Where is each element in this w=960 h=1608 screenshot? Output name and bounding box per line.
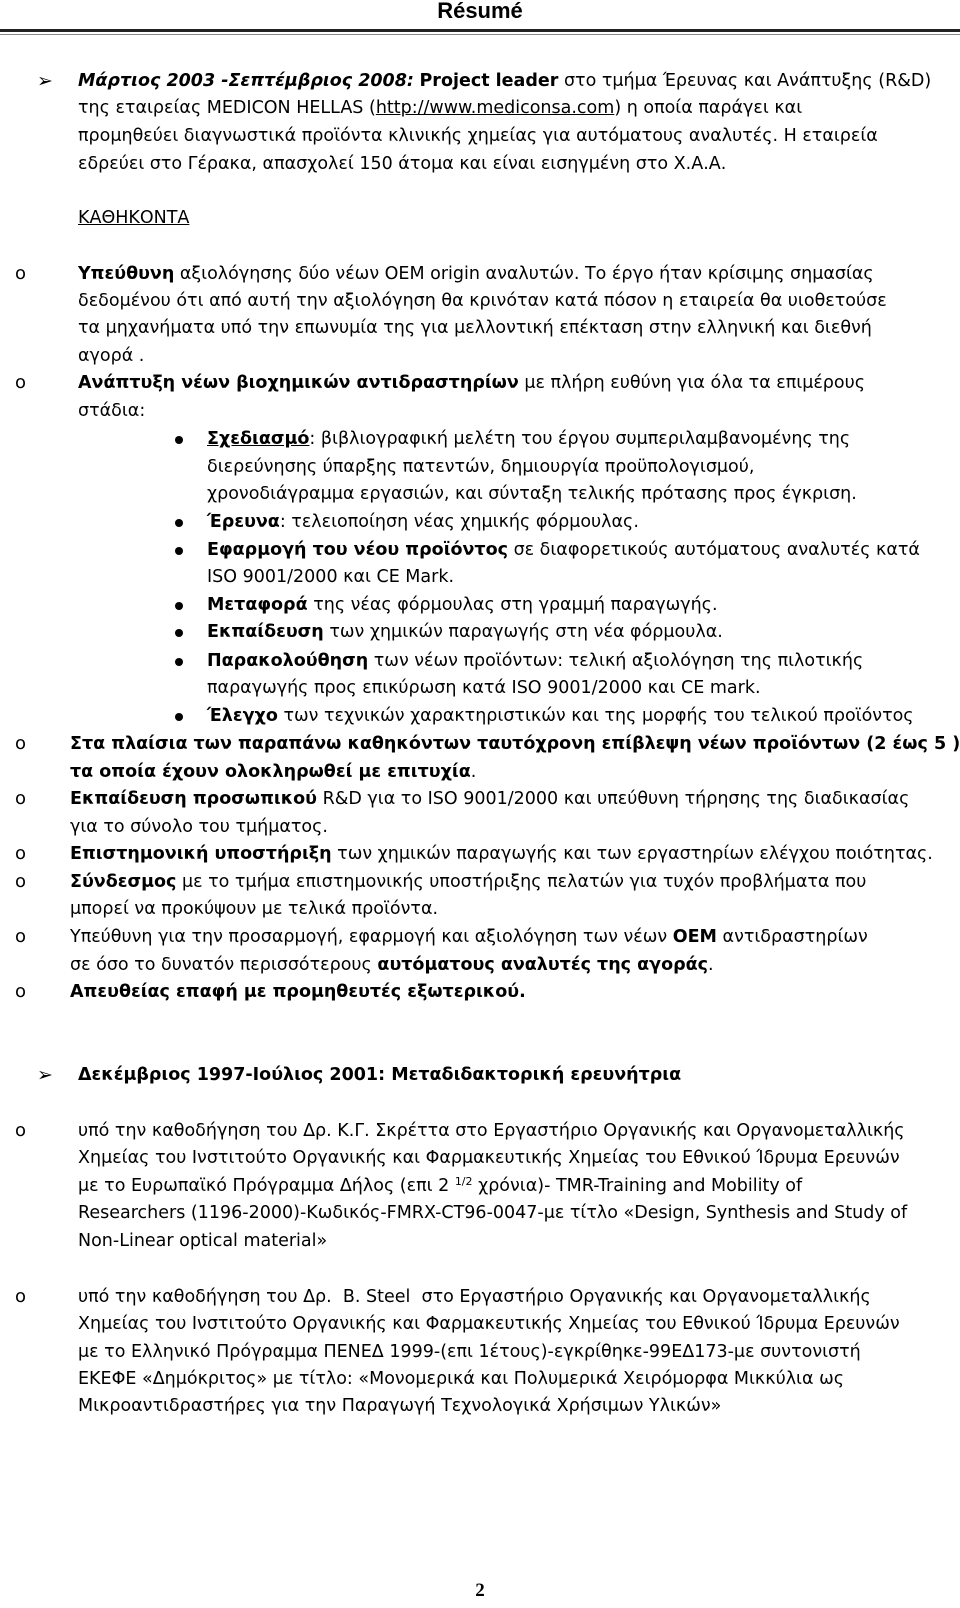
circle-bullet-icon: o <box>15 733 27 754</box>
section-heading: Δεκέμβριος 1997-Ιούλιος 2001: Μεταδιδακτορική ερευνήτρια <box>78 1065 682 1085</box>
bullet-dot-icon <box>175 658 183 666</box>
stage-item-cont: διερεύνησης ύπαρξης πατεντών, δημιουργία προϋπολογισμού, <box>207 457 755 477</box>
arrow-bullet-icon: ➢ <box>37 1064 53 1086</box>
title-rule-thin <box>0 34 960 35</box>
circle-bullet-icon: o <box>15 788 27 809</box>
duty-item-cont: μπορεί να προκύψουν με τελικά προϊόντα. <box>70 899 439 919</box>
stage-item-cont: ISO 9001/2000 και CE Mark. <box>207 567 455 587</box>
job-entry-line: εδρεύει στο Γέρακα, απασχολεί 150 άτομα και είναι εισηγμένη στο Χ.Α.Α. <box>78 154 727 174</box>
duty-item: Απευθείας επαφή με προμηθευτές εξωτερικού. <box>70 982 526 1002</box>
research-item-cont: Non-Linear optical material» <box>78 1231 328 1251</box>
duty-item-cont: σε όσο το δυνατόν περισσότερους αυτόματους αναλυτές της αγοράς. <box>70 955 714 975</box>
duty-item: Στα πλαίσια των παραπάνω καθηκόντων ταυτόχρονη επίβλεψη νέων προϊόντων (2 έως 5 ) <box>70 734 960 754</box>
duty-item: Υπεύθυνη για την προσαρμογή, εφαρμογή και αξιολόγηση των νέων OEM αντιδραστηρίων <box>70 927 868 947</box>
research-item-cont: με το Ευρωπαϊκό Πρόγραμμα Δήλος (επι 2 $^{1/2}$ χρόνια)- TMR-Training and Mobility of <box>78 1175 803 1196</box>
stage-item-cont: παραγωγής προς επικύρωση κατά ISO 9001/2000 και CE mark. <box>207 678 761 698</box>
stage-item: Έλεγχο των τεχνικών χαρακτηριστικών και της μορφής του τελικού προϊόντος <box>207 706 914 726</box>
duty-item: Υπεύθυνη αξιολόγησης δύο νέων OEM origin αναλυτών. Το έργο ήταν κρίσιμης σημασίας <box>78 264 874 284</box>
bullet-dot-icon <box>175 713 183 721</box>
duty-item: Επιστημονική υποστήριξη των χημικών παραγωγής και των εργαστηρίων ελέγχου ποιότητας. <box>70 844 933 864</box>
page-number: 2 <box>475 1580 485 1601</box>
research-item-cont: ΕΚΕΦΕ «Δημόκριτος» με τίτλο: «Μονομερικά και Πολυμερικά Χειρόμορφα Μικκύλια ως <box>78 1369 844 1389</box>
job-entry-line: Μάρτιος 2003 -Σεπτέμβριος 2008: Project leader στο τμήμα Έρευνας και Ανάπτυξης (R&D) <box>78 71 932 91</box>
stage-item: Έρευνα: τελειοποίηση νέας χημικής φόρμουλας. <box>207 512 639 532</box>
bullet-dot-icon <box>175 519 183 527</box>
research-item-cont: Researchers (1196-2000)-Κωδικός-FMRX-CT96-0047-με τίτλο «Design, Synthesis and Study of <box>78 1203 908 1223</box>
circle-bullet-icon: o <box>15 263 27 284</box>
duty-item-cont: για το σύνολο του τμήματος. <box>70 817 328 837</box>
bullet-dot-icon <box>175 436 183 444</box>
research-item-cont: Χημείας του Ινστιτούτο Οργανικής και Φαρμακευτικής Χημείας του Εθνικού Ίδρυμα Ερευνών <box>78 1148 900 1168</box>
research-item: υπό την καθοδήγηση του Δρ. B. Steel στο Εργαστήριο Οργανικής και Οργανομεταλλικής <box>78 1287 871 1307</box>
bullet-dot-icon <box>175 547 183 555</box>
circle-bullet-icon: o <box>15 1286 27 1307</box>
circle-bullet-icon: o <box>15 926 27 947</box>
duty-item: Εκπαίδευση προσωπικού R&D για το ISO 9001/2000 και υπεύθυνη τήρησης της διαδικασίας <box>70 789 910 809</box>
stage-item: Εκπαίδευση των χημικών παραγωγής στη νέα φόρμουλα. <box>207 622 723 642</box>
company-link[interactable]: http://www.mediconsa.com <box>375 98 615 118</box>
circle-bullet-icon: o <box>15 1120 27 1141</box>
duty-item: Ανάπτυξη νέων βιοχημικών αντιδραστηρίων με πλήρη ευθύνη για όλα τα επιμέρους <box>78 373 866 393</box>
job-entry-line: προμηθεύει διαγνωστικά προϊόντα κλινικής χημείας για αυτόματους αναλυτές. Η εταιρεία <box>78 126 878 146</box>
page-title: Résumé <box>437 0 523 23</box>
duty-item-cont: τα οποία έχουν ολοκληρωθεί με επιτυχία. <box>70 762 477 782</box>
bullet-dot-icon <box>175 629 183 637</box>
circle-bullet-icon: o <box>15 981 27 1002</box>
stage-item: Σχεδιασμό: βιβλιογραφική μελέτη του έργου συμπεριλαμβανομένης της <box>207 429 851 449</box>
duty-item: Σύνδεσμος με το τμήμα επιστημονικής υποστήριξης πελατών για τυχόν προβλήματα που <box>70 872 867 892</box>
research-item-cont: Χημείας του Ινστιτούτο Οργανικής και Φαρμακευτικής Χημείας του Εθνικού Ίδρυμα Ερευνών <box>78 1314 900 1334</box>
title-rule <box>0 29 960 32</box>
duty-item-cont: στάδια: <box>78 401 146 421</box>
circle-bullet-icon: o <box>15 372 27 393</box>
stage-item: Παρακολούθηση των νέων προϊόντων: τελική αξιολόγηση της πιλοτικής <box>207 651 864 671</box>
research-item: υπό την καθοδήγηση του Δρ. Κ.Γ. Σκρέττα στο Εργαστήριο Οργανικής και Οργανομεταλλικής <box>78 1121 905 1141</box>
job-entry-line: της εταιρείας MEDICON HELLAS (http://www.mediconsa.com) η οποία παράγει και <box>78 98 803 118</box>
circle-bullet-icon: o <box>15 871 27 892</box>
arrow-bullet-icon: ➢ <box>37 70 53 92</box>
circle-bullet-icon: o <box>15 843 27 864</box>
research-item-cont: με το Ελληνικό Πρόγραμμα ΠΕΝΕΔ 1999-(επι 1έτους)-εγκρίθηκε-99ΕΔ173-με συντονιστή <box>78 1342 861 1362</box>
research-item-cont: Μικροαντιδραστήρες για την Παραγωγή Τεχνολογικά Χρήσιμων Υλικών» <box>78 1396 722 1416</box>
duty-item-cont: τα μηχανήματα υπό την επωνυμία της για μελλοντική επέκταση στην ελληνική και διεθνή <box>78 318 872 338</box>
stage-item: Εφαρμογή του νέου προϊόντος σε διαφορετικούς αυτόματους αναλυτές κατά <box>207 540 920 560</box>
duty-item-cont: αγορά . <box>78 346 145 366</box>
bullet-dot-icon <box>175 602 183 610</box>
duties-heading: ΚΑΘΗΚΟΝΤΑ <box>78 208 190 228</box>
stage-item-cont: χρονοδιάγραμμα εργασιών, και σύνταξη τελικής πρότασης προς έγκριση. <box>207 484 857 504</box>
stage-item: Μεταφορά της νέας φόρμουλας στη γραμμή παραγωγής. <box>207 595 718 615</box>
duty-item-cont: δεδομένου ότι από αυτή την αξιολόγηση θα κρινόταν κατά πόσον η εταιρεία θα υιοθετούσε <box>78 291 887 311</box>
